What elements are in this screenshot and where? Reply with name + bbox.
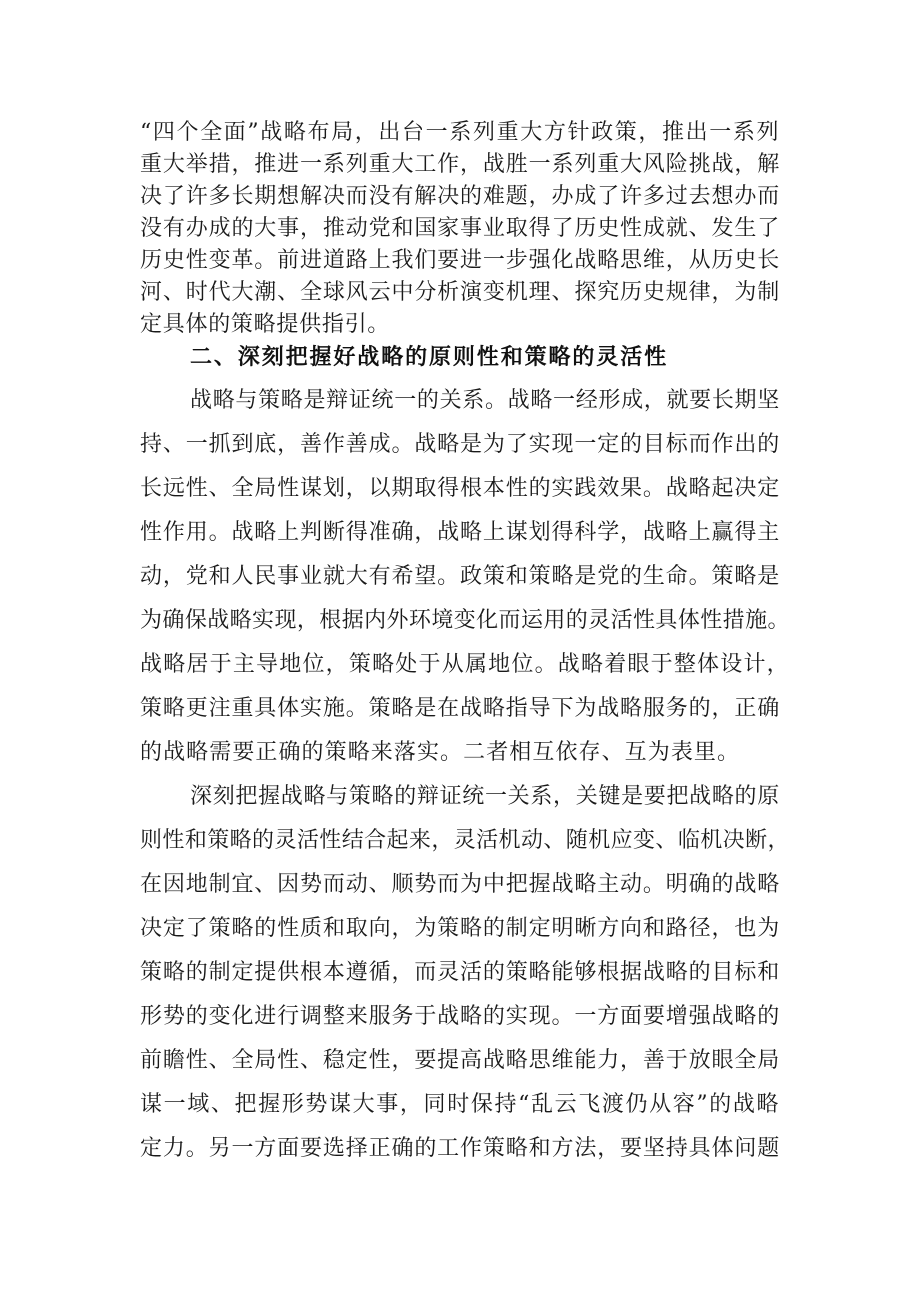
text-line: 持、一抓到底，善作善成。战略是为了实现一定的目标而作出的 (140, 432, 781, 457)
text-line: 决了许多长期想解决而没有解决的难题，办成了许多过去想办而 (140, 184, 781, 209)
text-line: 定具体的策略提供指引。 (140, 312, 391, 337)
text-line: 河、时代大潮、全球风云中分析演变机理、探究历史规律，为制 (140, 280, 781, 305)
text-line: 则性和策略的灵活性结合起来，灵活机动、随机应变、临机决断， (140, 828, 790, 853)
text-line: 定力。另一方面要选择正确的工作策略和方法，要坚持具体问题 (140, 1136, 781, 1161)
text-line: 的战略需要正确的策略来落实。二者相互依存、互为表里。 (140, 740, 741, 765)
text-line: 深刻把握战略与策略的辩证统一关系，关键是要把战略的原 (190, 784, 780, 809)
text-line: 决定了策略的性质和取向，为策略的制定明晰方向和路径，也为 (140, 916, 781, 941)
text-line: 战略居于主导地位，策略处于从属地位。战略着眼于整体设计， (140, 652, 790, 677)
text-line: 在因地制宜、因势而动、顺势而为中把握战略主动。明确的战略 (140, 872, 781, 897)
text-line: 性作用。战略上判断得准确，战略上谋划得科学，战略上赢得主 (140, 520, 781, 545)
text-line: 形势的变化进行调整来服务于战略的实现。一方面要增强战略的 (140, 1004, 781, 1029)
text-line: 战略与策略是辩证统一的关系。战略一经形成，就要长期坚 (190, 388, 780, 413)
text-line: 长远性、全局性谋划，以期取得根本性的实践效果。战略起决定 (140, 476, 781, 501)
text-line: 没有办成的大事，推动党和国家事业取得了历史性成就、发生了 (140, 216, 781, 241)
text-line: 策略的制定提供根本遵循，而灵活的策略能够根据战略的目标和 (140, 960, 781, 985)
text-line: 策略更注重具体实施。策略是在战略指导下为战略服务的，正确 (140, 696, 781, 721)
section-heading: 二、深刻把握好战略的原则性和策略的灵活性 (190, 345, 669, 370)
text-line: 为确保战略实现，根据内外环境变化而运用的灵活性具体性措施。 (140, 608, 790, 633)
text-line: “四个全面”战略布局，出台一系列重大方针政策，推出一系列 (140, 120, 781, 145)
text-line: 前瞻性、全局性、稳定性，要提高战略思维能力，善于放眼全局 (140, 1048, 781, 1073)
text-line: 谋一域、把握形势谋大事，同时保持“乱云飞渡仍从容”的战略 (140, 1092, 781, 1117)
text-line: 历史性变革。前进道路上我们要进一步强化战略思维，从历史长 (140, 248, 781, 273)
text-line: 动，党和人民事业就大有希望。政策和策略是党的生命。策略是 (140, 564, 781, 589)
text-line: 重大举措，推进一系列重大工作，战胜一系列重大风险挑战，解 (140, 152, 781, 177)
